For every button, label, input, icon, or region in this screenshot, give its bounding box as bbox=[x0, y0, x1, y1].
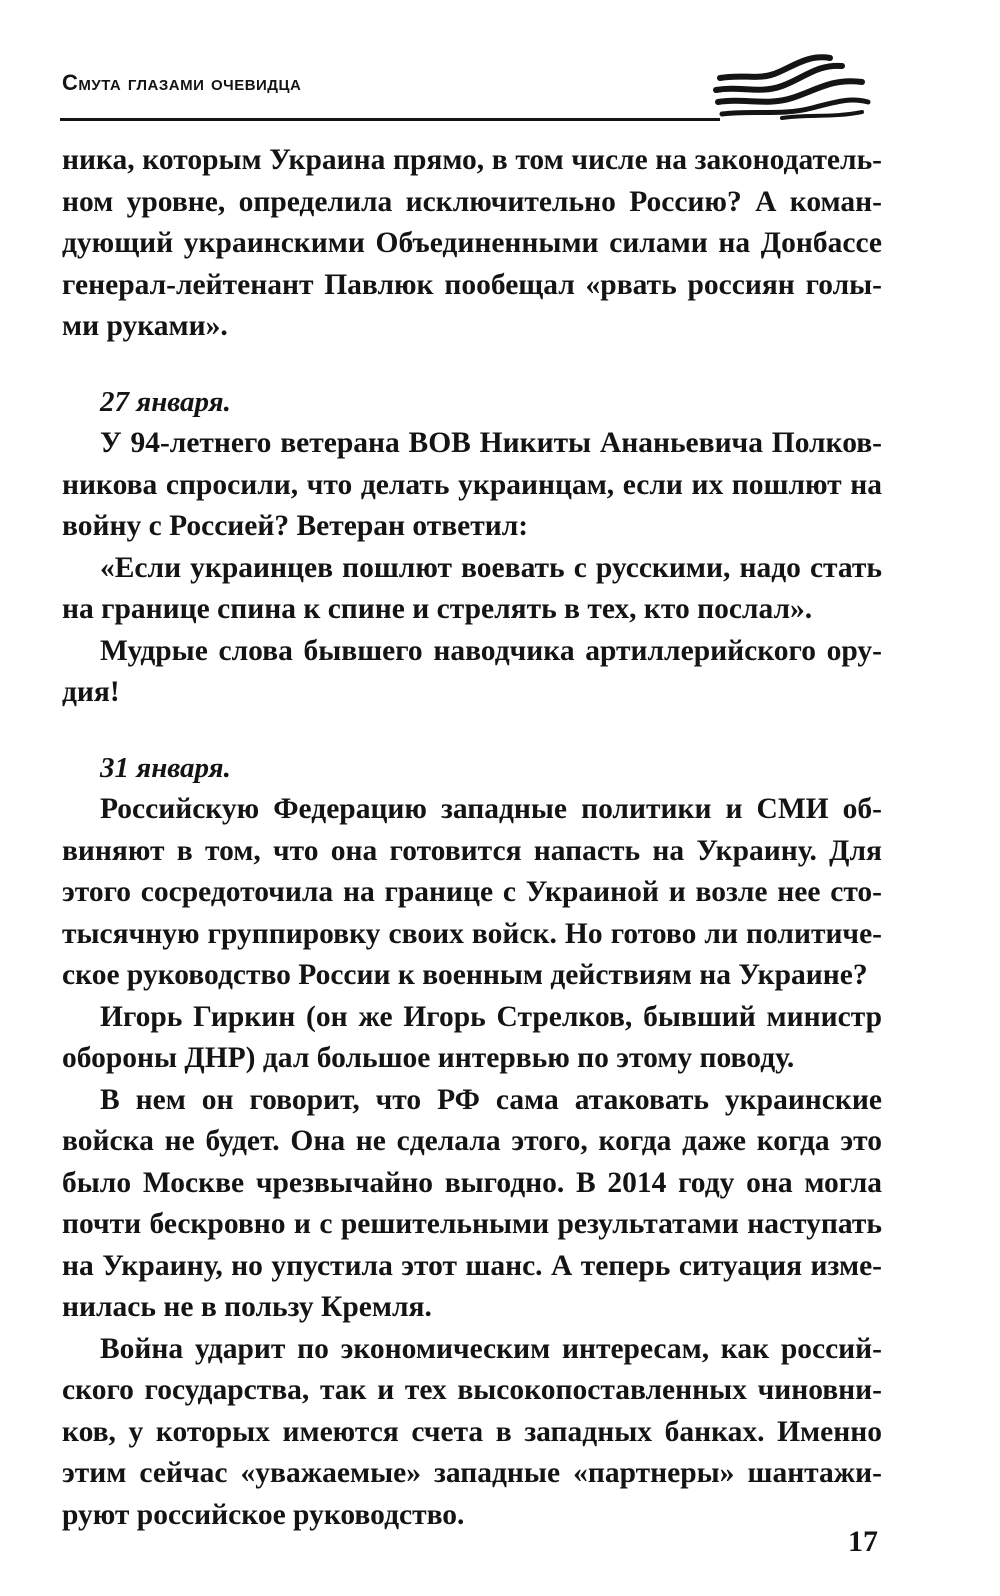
text-line: на Украину, но упустила этот шанс. А теперь ситуация изме- bbox=[62, 1249, 882, 1282]
text-line: ном уровне, определила исключительно Россию? А коман- bbox=[62, 185, 882, 218]
text-line: войну с Россией? Ветеран ответил: bbox=[62, 510, 529, 542]
text-line: руют российское руководство. bbox=[62, 1498, 465, 1531]
text-line: виняют в том, что она готовится напасть на Украину. Для bbox=[62, 834, 882, 867]
text-line: ского государства, так и тех высокопоставленных чиновни- bbox=[62, 1374, 882, 1406]
text-line: почти бескровно и с решительными результатами наступать bbox=[62, 1208, 882, 1240]
section-gap bbox=[62, 714, 882, 748]
text-line: У 94-летнего ветерана ВОВ Никиты Ананьевича Полков- bbox=[100, 427, 882, 459]
text-line: дующий украинскими Объединенными силами на Донбассе bbox=[62, 227, 882, 259]
text-line: тысячную группировку своих войск. Но готово ли политиче- bbox=[62, 917, 882, 950]
running-head-title: Смута глазами очевидца bbox=[62, 70, 302, 95]
page-number: 17 bbox=[848, 1525, 878, 1558]
text-line: этим сейчас «уважаемые» западные «партнеры» шантажи- bbox=[62, 1457, 882, 1489]
wave-lines-ornament-icon bbox=[712, 44, 872, 124]
entry-date: 27 января. bbox=[100, 385, 231, 418]
text-line: на границе спина к спине и стрелять в тех, кто послал». bbox=[62, 593, 813, 625]
header-rule bbox=[60, 118, 720, 121]
text-line: Мудрые слова бывшего наводчика артиллерийского ору- bbox=[100, 634, 882, 667]
text-line: генерал-лейтенант Павлюк пообещал «рвать россиян голы- bbox=[62, 268, 882, 301]
text-line: ское руководство России к военным действиям на Украине? bbox=[62, 959, 868, 991]
text-line: ника, которым Украина прямо, в том числе на законодатель- bbox=[62, 144, 882, 176]
text-line: нилась не в пользу Кремля. bbox=[62, 1291, 432, 1323]
text-line: Российскую Федерацию западные политики и СМИ об- bbox=[100, 793, 882, 825]
text-line: обороны ДНР) дал большое интервью по этому поводу. bbox=[62, 1042, 795, 1074]
text-line: ков, у которых имеются счета в западных банках. Именно bbox=[62, 1415, 882, 1448]
text-line: В нем он говорит, что РФ сама атаковать украинские bbox=[100, 1083, 882, 1116]
text-line: Война ударит по экономическим интересам, как россий- bbox=[100, 1332, 882, 1365]
text-line: этого сосредоточила на границе с Украиной и возле нее сто- bbox=[62, 876, 882, 908]
main-text bbox=[62, 140, 882, 1536]
text-line: Игорь Гиркин (он же Игорь Стрелков, бывший министр bbox=[100, 1000, 882, 1033]
section-gap bbox=[62, 348, 882, 382]
text-line: дия! bbox=[62, 676, 120, 708]
text-line: «Если украинцев пошлют воевать с русскими, надо стать bbox=[100, 551, 882, 584]
text-line: было Москве чрезвычайно выгодно. В 2014 году она могла bbox=[62, 1166, 882, 1199]
text-line: ми руками». bbox=[62, 310, 228, 342]
text-line: войска не будет. Она не сделала этого, когда даже когда это bbox=[62, 1125, 882, 1157]
text-line: никова спросили, что делать украинцам, если их пошлют на bbox=[62, 468, 882, 501]
entry-date: 31 января. bbox=[100, 751, 231, 784]
